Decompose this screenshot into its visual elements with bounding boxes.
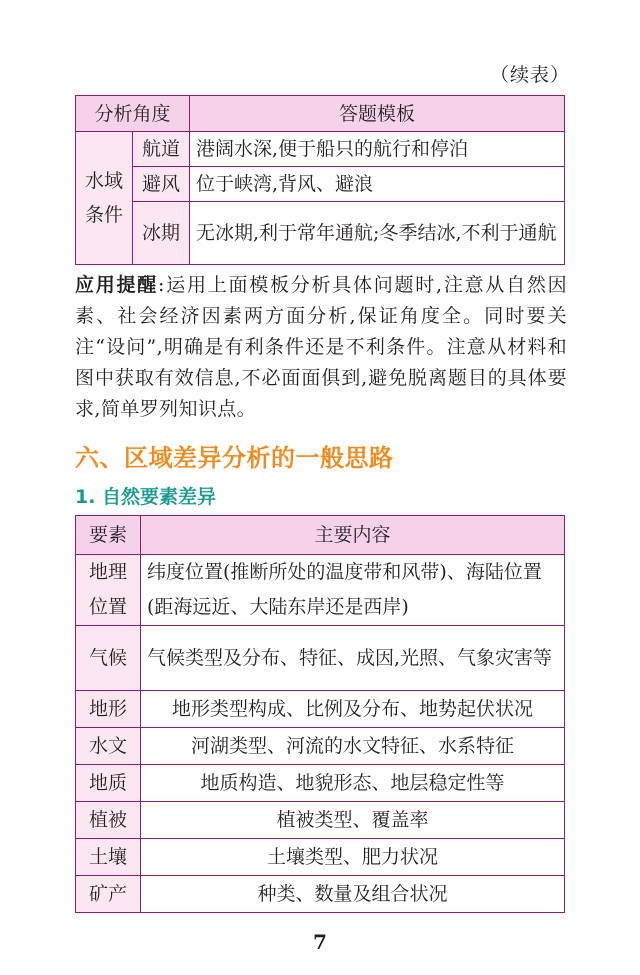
- page-number: 7: [313, 930, 327, 954]
- content-cell: 地质构造、地貌形态、地层稳定性等: [141, 765, 565, 802]
- column-header-content: 主要内容: [141, 516, 565, 555]
- table-header-row: [76, 516, 565, 555]
- table-row: [76, 167, 565, 202]
- column-header-template: 答题模板: [190, 96, 565, 132]
- subcategory-cell: 航道: [133, 132, 190, 167]
- factor-cell: 地形: [76, 691, 141, 728]
- template-cell: 港阔水深,便于船只的航行和停泊: [190, 132, 565, 167]
- category-cell: 水域条件: [76, 132, 133, 265]
- content-cell: 地形类型构成、比例及分布、地势起伏状况: [141, 691, 565, 728]
- factor-cell: 地质: [76, 765, 141, 802]
- table-row: [76, 839, 565, 876]
- answer-template-table: [75, 95, 565, 265]
- table-header-row: [76, 96, 565, 132]
- template-cell: 位于峡湾,背风、避浪: [190, 167, 565, 202]
- table-row: [76, 691, 565, 728]
- factor-cell: 水文: [76, 728, 141, 765]
- content-cell: 植被类型、覆盖率: [141, 802, 565, 839]
- content-cell: 纬度位置(推断所处的温度带和风带)、海陆位置(距海远近、大陆东岸还是西岸): [141, 555, 565, 626]
- factor-cell: 植被: [76, 802, 141, 839]
- template-cell: 无冰期,利于常年通航;冬季结冰,不利于通航: [190, 202, 565, 265]
- continued-label: （续表）: [489, 64, 570, 86]
- content-cell: 气候类型及分布、特征、成因,光照、气象灾害等: [141, 626, 565, 691]
- table-row: [76, 202, 565, 265]
- section-title: 六、区域差异分析的一般思路: [75, 444, 394, 472]
- tip-text: :运用上面模板分析具体问题时,注意从自然因素、社会经济因素两方面分析,保证角度全。同时要关注“设问”,明确是有利条件还是不利条件。注意从材料和图中获取有效信息,不必面面俱到,避免脱离题目的具体要求,简单罗列知识点。: [75, 274, 567, 420]
- factor-cell: 地理位置: [76, 555, 141, 626]
- content-cell: 土壤类型、肥力状况: [141, 839, 565, 876]
- factor-cell: 气候: [76, 626, 141, 691]
- column-header-angle: 分析角度: [76, 96, 190, 132]
- column-header-factor: 要素: [76, 516, 141, 555]
- subcategory-cell: 避风: [133, 167, 190, 202]
- content-cell: 河湖类型、河流的水文特征、水系特征: [141, 728, 565, 765]
- factor-cell: 矿产: [76, 876, 141, 913]
- table-row: [76, 728, 565, 765]
- content-cell: 种类、数量及组合状况: [141, 876, 565, 913]
- table-row: [76, 802, 565, 839]
- table-row: [76, 555, 565, 626]
- subcategory-cell: 冰期: [133, 202, 190, 265]
- table-row: [76, 626, 565, 691]
- table-row: [76, 876, 565, 913]
- tip-label: 应用提醒: [75, 274, 159, 296]
- factor-cell: 土壤: [76, 839, 141, 876]
- application-tip: [75, 270, 567, 425]
- table-row: [76, 765, 565, 802]
- subsection-title: 1. 自然要素差异: [75, 486, 217, 508]
- natural-factors-table: [75, 515, 565, 913]
- table-row: [76, 132, 565, 167]
